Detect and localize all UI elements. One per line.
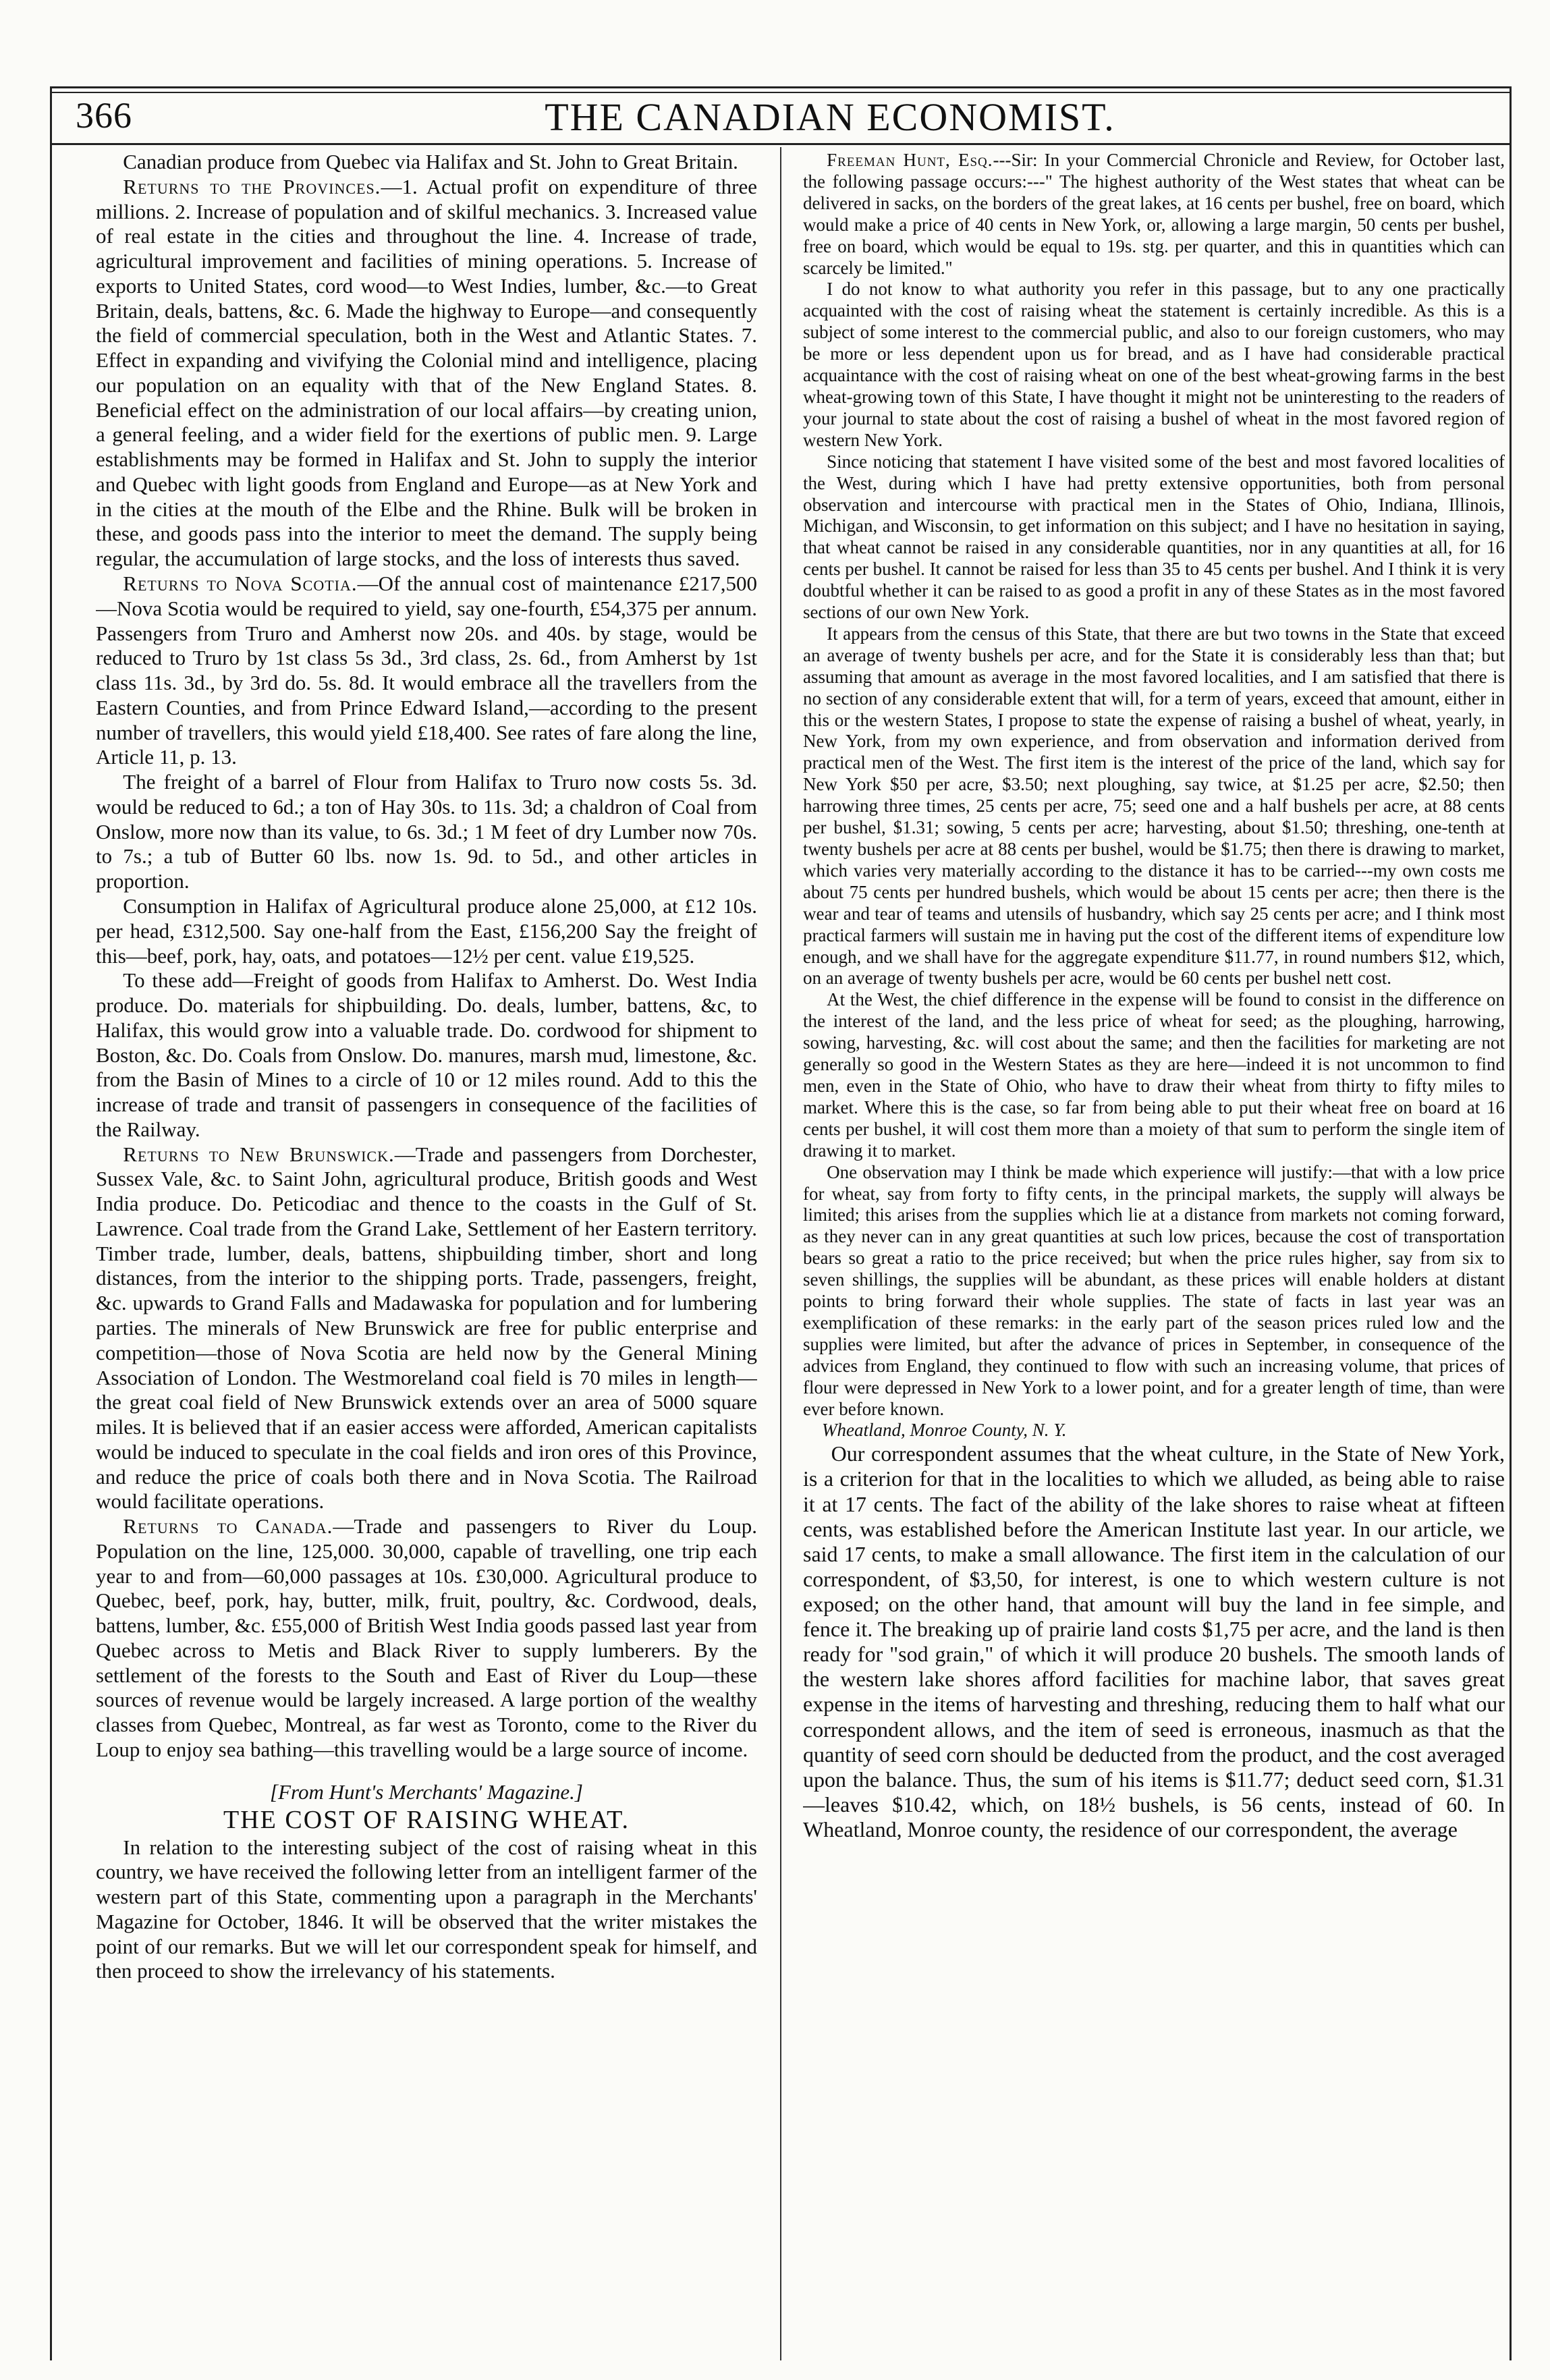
paragraph: [803, 150, 1505, 279]
editor-reply: [803, 1441, 1505, 1842]
paragraph: At the West, the chief difference in the expense will be found to consist in the difference on the interest of the land, and the less price of wheat for seed; as the ploughing, harrowing, sowing, harvesting, &c. will cost about the same; and then the facilities for marketing are not generally so good in the Western States as they are here—indeed it is not uncommon to find men, even in the State of Ohio, who have to draw their wheat from thirty to fifty miles to market. Where this is the case, so far from being able to put their wheat free on board at 16 cents per bushel, it will cost them more than a moiety of that sum to perform the single item of drawing it to market.: [803, 989, 1505, 1161]
paragraph: One observation may I think be made which experience will justify:—that with a low price for wheat, say from forty to fifty cents, in the principal markets, the supply will always be limited; this arises from the supplies which lie at a distance from markets not coming forward, as they never can in any great quantities at such low prices, because the cost of transportation bears so great a ratio to the price received; but when the price rules higher, say from six to seven shillings, the supplies will be abundant, as these prices will enable holders at distant points to bring forward their whole supplies. The state of facts in last year was an exemplification of these remarks: in the early part of the season prices ruled low and the supplies were limited, but after the advance of prices in September, in consequence of the advices from England, they continued to flow with such an increasing volume, that prices of flour were depressed in New York to a lower point, and for a greater length of time, than were ever before known.: [803, 1161, 1505, 1419]
header-rule-bottom: [50, 143, 1512, 145]
masthead-title: THE CANADIAN ECONOMIST.: [545, 95, 1115, 139]
column-divider: [780, 147, 781, 2360]
paragraph: The freight of a barrel of Flour from Halifax to Truro now costs 5s. 3d. would be reduced to 6d.; a ton of Hay 30s. to 11s. 3d; a chaldron of Coal from Onslow, more now than its value, to 6s. 3d.; 1 M feet of dry Lumber now 70s. to 7s.; a tub of Butter 60 lbs. now 1s. 9d. to 5d., and other articles in proportion.: [96, 770, 757, 893]
header-rule-top: [50, 86, 1512, 88]
paragraph: [96, 572, 757, 770]
paragraph: To these add—Freight of goods from Halifax to Amherst. Do. West India produce. Do. materials for shipbuilding. Do. deals, lumber, battens, &c, to Halifax, this would grow into a valuable trade. Do. cordwood for shipment to Boston, &c. Do. Coals from Onslow. Do. manures, marsh mud, limestone, &c. from the Basin of Mines to a circle of 10 or 12 miles round. Add to this the increase of trade and transit of passengers in consequence of the facilities of the Railway.: [96, 968, 757, 1141]
paragraph: It appears from the census of this State, that there are but two towns in the State that exceed an average of twenty bushels per acre, and for the State it is considerably less than that; but assuming that amount as average in the most favored localities, and I am satisfied that there is no section of any considerable extent that will, for a term of years, exceed that amount, either in this or the western States, I propose to state the expense of raising a bushel of wheat, yearly, in New York, from my own experience, and from observation and information derived from practical men of the West. The first item is the interest of the price of the land, which say for New York $50 per acre, $3.50; next ploughing, say twice, at $1.25 per acre, $2.50; then harrowing three times, 25 cents per acre, 75; seed one and a half bushels per acre, at 88 cents per bushel, $1.31; sowing, 5 cents per acre; harvesting, about $1.50; threshing, one-tenth at twenty bushels per acre at 88 cents per bushel, would be $1.75; then there is drawing to market, which varies very materially according to the distance it has to be carried---my own costs me about 75 cents per hundred bushels, which would be about 15 cents per acre; then there is the wear and tear of teams and utensils of husbandry, which say 25 cents per acre; and I think most practical farmers will sustain me in having put the cost of the different items of expenditure low enough, and we shall have for the aggregate expenditure $11.77, in round numbers $12, which, on an average of twenty bushels per acre, would be 60 cents per bushel nett cost.: [803, 623, 1505, 989]
paragraph-text: —1. Actual profit on expenditure of three millions. 2. Increase of population and of skilful mechanics. 3. Increased value of real estate in the cities and throughout the line. 4. Increase of trade, agricultural improvement and facilities of mining operations. 5. Increase of exports to United States, cord wood—to West Indies, lumber, &c.—to Great Britain, deals, battens, &c. 6. Made the highway to Europe—and consequently the field of commercial speculation, both in the West and Atlantic States. 7. Effect in expanding and vivifying the Colonial mind and intelligence, placing our population on an equality with that of the New England States. 8. Beneficial effect on the administration of our local affairs—by creating union, a general feeling, and a wider field for the exertions of public men. 9. Large establishments may be formed in Halifax and St. John to supply the interior and Quebec with light goods from England and Europe—as at New York and in the cities at the mouth of the Elbe and the Rhine. Bulk will be broken in these, and goods pass into the interior to meet the demand. The supply being regular, the accumulation of large stocks, and the loss of interests thus saved.: [96, 174, 757, 571]
paragraph: Consumption in Halifax of Agricultural produce alone 25,000, at £12 10s. per head, £312,500. Say one-half from the East, £156,200 Say the freight of this—beef, pork, hay, oats, and potatoes—12½ per cent. value £19,525.: [96, 893, 757, 968]
paragraph-text: —Of the annual cost of maintenance £217,500—Nova Scotia would be required to yield, say one-fourth, £54,375 per annum. Passengers from Truro and Amherst now 20s. and 40s. by stage, would be reduced to Truro by 1st class 5s 3d., 3rd class, 2s. 6d., from Amherst by 1st class 11s. 3d., by 3rd do. 5s. 8d. It would embrace all the travellers from the Eastern Counties, and from Prince Edward Island,—according to the present number of travellers, this would yield £18,400. See rates of fare along the line, Article 11, p. 13.: [96, 572, 757, 769]
section-lead: Returns to Nova Scotia.: [123, 572, 358, 596]
article-headline: THE COST OF RAISING WHEAT.: [223, 1805, 630, 1834]
paragraph: [96, 1142, 757, 1514]
source-credit: [From Hunt's Merchants' Magazine.]: [270, 1779, 583, 1804]
paragraph-text: ---Sir: In your Commercial Chronicle and Review, for October last, the following passage occurs:---" The highest authority of the West states that wheat can be delivered in sacks, on the borders of the great lakes, at 16 cents per bushel, free on board, which would make a price of 40 cents in New York, or, allowing a large margin, 50 cents per bushel, free on board, which would be equal to 19s. stg. per quarter, and this in quantities which can scarcely be limited.": [803, 150, 1505, 278]
paragraph: Since noticing that statement I have visited some of the best and most favored localities of the West, during which I have had pretty extensive opportunities, both from personal observation and intercourse with practical men in the States of Ohio, Indiana, Illinois, Michigan, and Wisconsin, to get information on this subject; and I have no hesitation in saying, that wheat cannot be raised in any considerable quantities, nor in any quantities at all, for 16 cents per bushel. It cannot be raised for less than 35 to 45 cents per bushel. And I think it is very doubtful whether it can be raised to as good a profit in any of these States as in the most favored sections of our own New York.: [803, 451, 1505, 623]
paragraph-text: —Trade and passengers from Dorchester, Sussex Vale, &c. to Saint John, agricultural produce, British goods and West India produce. Do. Peticodiac and thence to the coasts in the Gulf of St. Lawrence. Coal trade from the Grand Lake, Settlement of her Eastern territory. Timber trade, lumber, deals, battens, shipbuilding timber, short and long distances, from the interior to the shipping ports. Trade, passengers, freight, &c. upwards to Grand Falls and Madawaska for population and for lumbering parties. The minerals of New Brunswick are free for public enterprise and competition—those of Nova Scotia are held now by the General Mining Association of London. The Westmoreland coal field is 70 miles in length—the great coal field of New Brunswick extends over an area of 5000 square miles. It is believed that if an easier access were afforded, American capitalists would be induced to speculate in the coal fields and iron ores of this Province, and reduce the price of coals both there and in Nova Scotia. The Railroad would facilitate operations.: [96, 1142, 757, 1514]
paragraph: [96, 175, 757, 572]
letter-block: [803, 150, 1505, 1441]
section-lead: Returns to the Provinces.: [123, 174, 381, 198]
paragraph-text: —Trade and passengers to River du Loup. Population on the line, 125,000. 30,000, capable of travelling, one trip each year to and from—60,000 passages at 10s. £30,000. Agricultural produce to Quebec, beef, pork, hay, butter, milk, fruit, poultry, &c. Cordwood, deals, battens, lumber, &c. £55,000 of British West India goods passed last year from Quebec across to Metis and Black River to supply lumberers. By the settlement of the forests to the South and East of River du Loup—these sources of revenue would be largely increased. A large portion of the wealthy classes from Quebec, Montreal, as far west as Toronto, come to the River du Loup to enjoy sea bathing—this travelling would be a large source of income.: [96, 1514, 757, 1761]
left-column: [96, 150, 757, 2323]
paragraph: [96, 1514, 757, 1763]
right-column: [803, 150, 1505, 2350]
paragraph: In relation to the interesting subject of the cost of raising wheat in this country, we have received the following letter from an intelligent farmer of the western part of this State, commenting upon a paragraph in the Merchants' Magazine for October, 1846. It will be observed that the writer mistakes the point of our remarks. But we will let our correspondent speak for himself, and then proceed to show the irrelevancy of his statements.: [96, 1835, 757, 1983]
paragraph: Our correspondent assumes that the wheat culture, in the State of New York, is a criterion for that in the localities to which we alluded, as being able to raise it at 17 cents. The fact of the ability of the lake shores to raise wheat at fifteen cents, was established before the American Institute last year. In our article, we said 17 cents, to make a small allowance. The first item in the calculation of our correspondent, of $3,50, for interest, is one to which western culture is not exposed; on the other hand, that amount will buy the land in fee simple, and fence it. The breaking up of prairie land costs $1,75 per acre, and the land is then ready for "sod grain," of which it will produce 20 bushels. The smooth lands of the western lake shores afford facilities for machine labor, that saves great expense in the items of harvesting and threshing, reducing them to half what our correspondent allows, and the item of seed is erroneous, inasmuch as that the quantity of seed corn should be deducted from the product, and the cost averaged upon the balance. Thus, the sum of his items is $11.77; deduct seed corn, $1.31—leaves $10.42, which, on 18½ bushels, is 56 cents, instead of 60. In Wheatland, Monroe county, the residence of our correspondent, the average: [803, 1441, 1505, 1842]
letter-dateline: Wheatland, Monroe County, N. Y.: [822, 1420, 1067, 1441]
paragraph: Canadian produce from Quebec via Halifax and St. John to Great Britain.: [123, 150, 738, 173]
paragraph: I do not know to what authority you refer in this passage, but to any one practically acquainted with the cost of raising wheat the statement is certainly incredible. As this is a subject of some interest to the commercial public, and also to our foreign customers, who may be more or less dependent upon us for bread, and as I have had considerable practical acquaintance with the cost of raising wheat on one of the best wheat-growing farms in the best wheat-growing town of this State, I have thought it might not be uninteresting to the readers of your journal to state about the cost of raising a bushel of wheat in the most favored region of western New York.: [803, 279, 1505, 450]
section-lead: Returns to Canada.: [123, 1514, 333, 1539]
header-rule-inner: [50, 92, 1512, 93]
section-lead: Returns to New Brunswick.: [123, 1142, 395, 1166]
salutation: Freeman Hunt, Esq.: [827, 150, 993, 170]
page-number: 366: [76, 95, 132, 136]
